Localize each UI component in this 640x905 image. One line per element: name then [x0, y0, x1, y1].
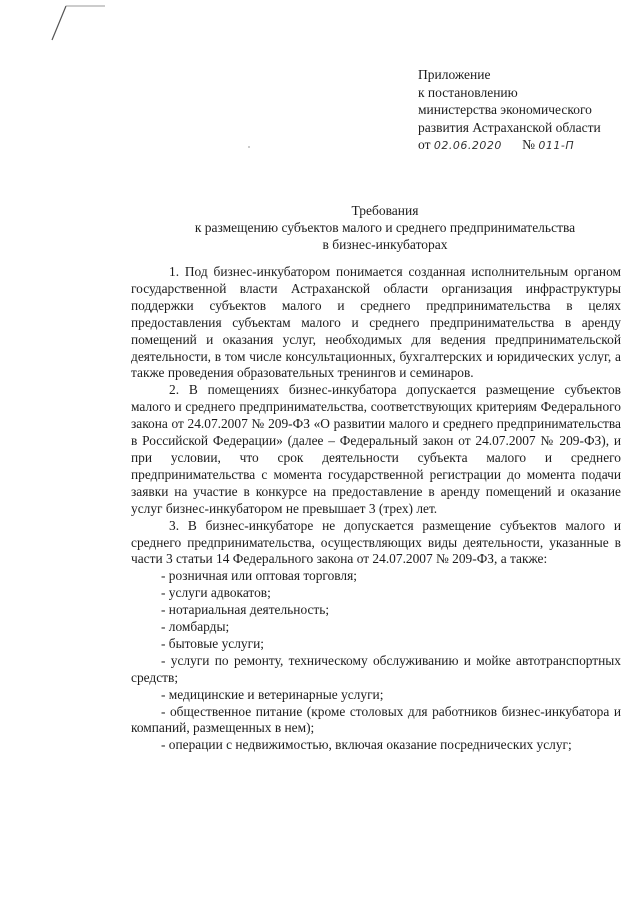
- list-item: - общественное питание (кроме столовых для работников бизнес-инкубатора и компаний, размещенных в нем);: [131, 703, 621, 736]
- document-body: [131, 264, 621, 754]
- paragraph-2: 2. В помещениях бизнес-инкубатора допускается размещение субъектов малого и среднего предпринимательства, соответствующих критериям Федерального закона от 24.07.2007 № 209-ФЗ «О развитии малого и среднего предпринимательства в Российской Федерации» (далее – Федеральный закон от 24.07.2007 № 209-ФЗ), и при условии, что срок деятельности субъекта малого и среднего предпринимательства с момента государственной регистрации до момента подачи заявки на участие в конкурсе на предоставление в аренду помещений и оказание услуг бизнес-инкубатором не превышает 3 (трех) лет.: [131, 382, 621, 516]
- appendix-line-4: развития Астраханской области: [418, 119, 601, 135]
- document-title: [150, 202, 620, 253]
- list-item: - операции с недвижимостью, включая оказание посреднических услуг;: [161, 737, 572, 753]
- list-item: - розничная или оптовая торговля;: [161, 568, 357, 584]
- appendix-line-1: Приложение: [418, 67, 491, 82]
- list-item: - услуги адвокатов;: [161, 585, 271, 601]
- paragraph-3: 3. В бизнес-инкубаторе не допускается размещение субъектов малого и среднего предпринимательства, осуществляющих виды деятельности, указанные в части 3 статьи 14 Федерального закона от 24.07.2007 № 209-ФЗ, а также:: [131, 517, 621, 567]
- date-prefix: от: [418, 137, 431, 152]
- title-line-1: Требования: [351, 203, 419, 218]
- list-item: - медицинские и ветеринарные услуги;: [161, 686, 384, 702]
- list-item: - услуги по ремонту, техническому обслуживанию и мойке автотранспортных средств;: [131, 652, 621, 685]
- scan-speck: [248, 146, 250, 148]
- appendix-block: [418, 66, 601, 155]
- number-prefix: №: [522, 137, 535, 152]
- title-line-2: к размещению субъектов малого и среднего предпринимательства: [194, 220, 576, 235]
- handwritten-date: 02.06.2020: [433, 139, 502, 152]
- list-item: - ломбарды;: [161, 619, 230, 635]
- title-line-3: в бизнес-инкубаторах: [322, 237, 448, 252]
- appendix-line-2: к постановлению: [418, 84, 518, 100]
- handwritten-number: 011-П: [538, 139, 575, 152]
- paragraph-1: 1. Под бизнес-инкубатором понимается созданная исполнительным органом государственной власти Астраханской области организация инфраструктуры поддержки субъектов малого и среднего предпринимательства в целях предоставления субъектам малого и среднего предпринимательства в аренду помещений и оказания услуг, необходимых для ведения предпринимательской деятельности, в том числе консультационных, бухгалтерских и юридических услуг, а также проведения образовательных тренингов и семинаров.: [131, 264, 621, 381]
- appendix-line-3: министерства экономического: [418, 102, 592, 117]
- appendix-date-line: [418, 136, 601, 155]
- list-item: - бытовые услуги;: [161, 635, 264, 651]
- list-item: - нотариальная деятельность;: [161, 602, 330, 618]
